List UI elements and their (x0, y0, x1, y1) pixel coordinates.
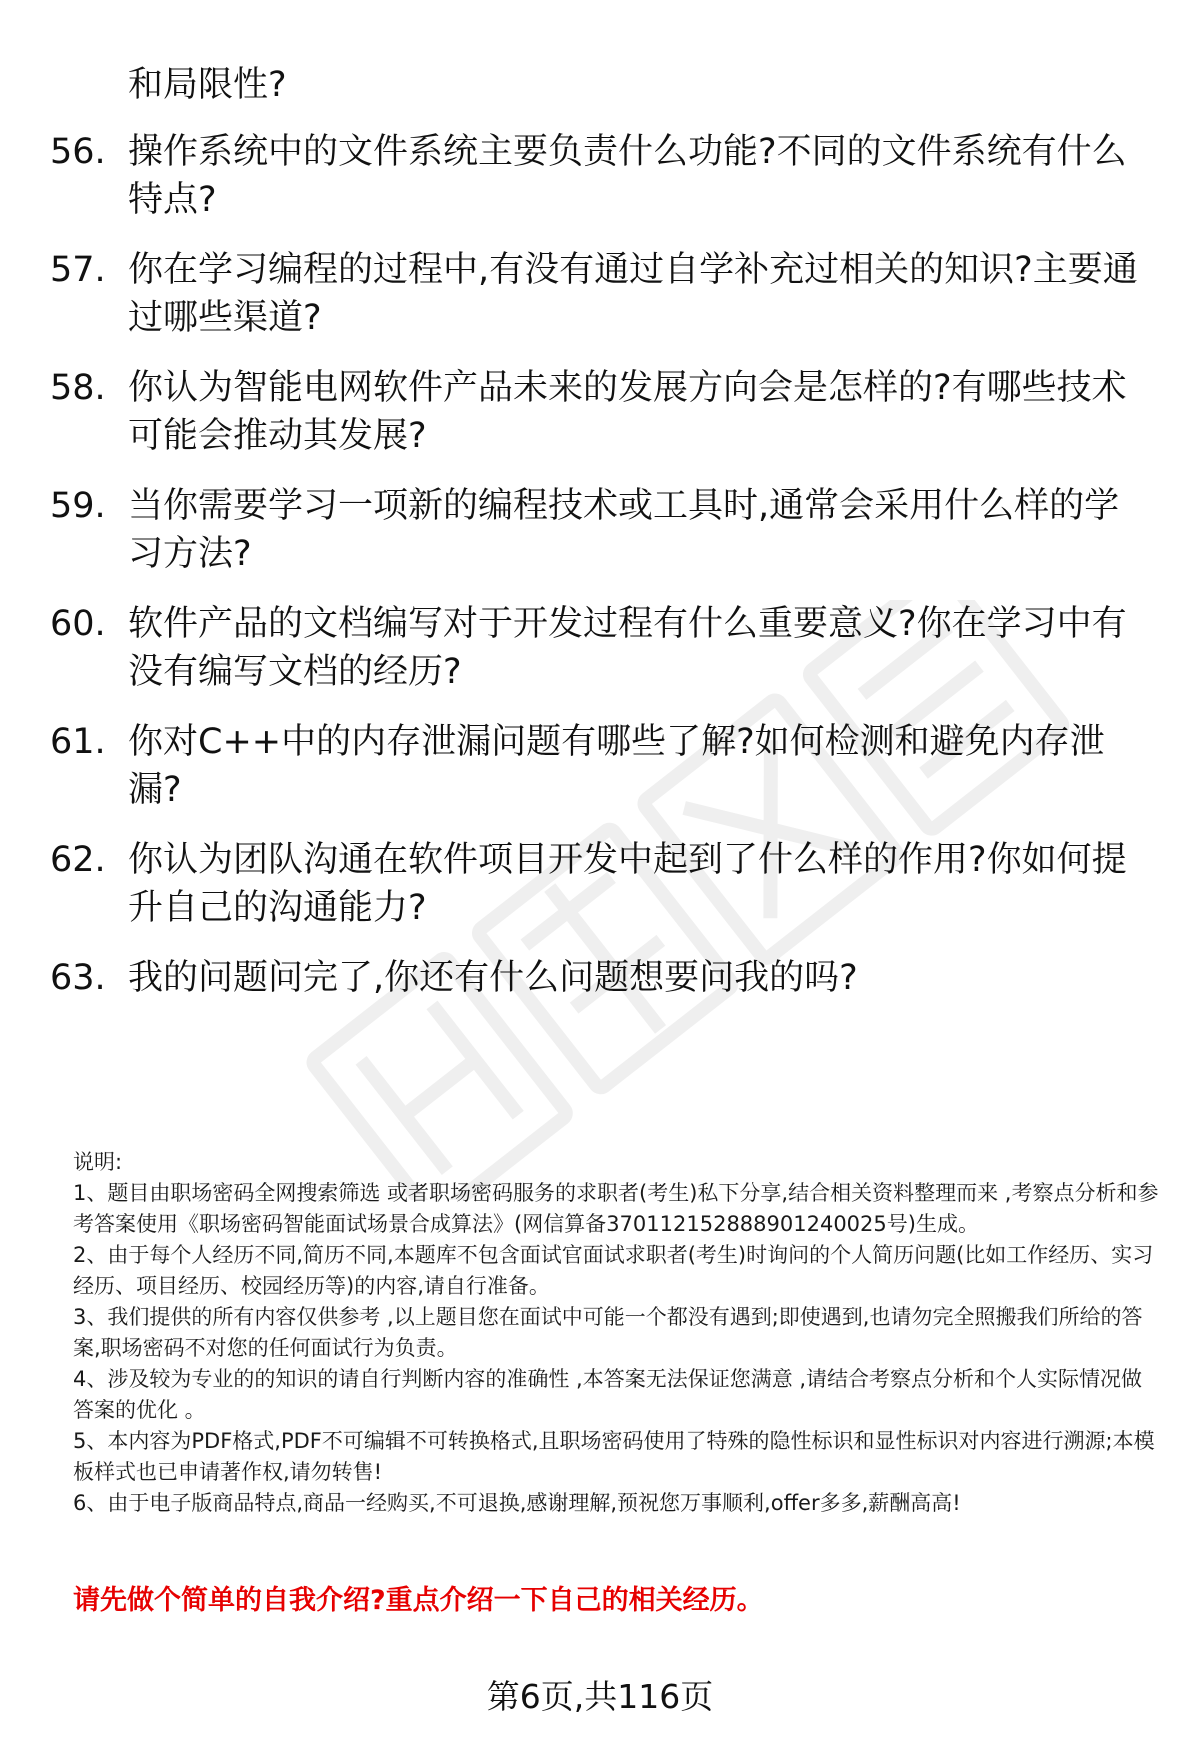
question-number: 61. (50, 722, 106, 762)
question-number: 57. (50, 250, 106, 290)
question-number: 59. (50, 486, 106, 526)
note-item: 5、本内容为PDF格式,PDF不可编辑不可转换格式,且职场密码使用了特殊的隐性标识和显性标识对内容进行溯源;本模板样式也已申请著作权,请勿转售! (73, 1429, 1155, 1484)
question-number: 60. (50, 604, 106, 644)
page-number: 第6页,共116页 (486, 1677, 714, 1716)
question-text: 你对C++中的内存泄漏问题有哪些了解?如何检测和避免内存泄漏? (128, 722, 1105, 810)
note-item: 2、由于每个人经历不同,简历不同,本题库不包含面试官面试求职者(考生)时询问的个人简历问题(比如工作经历、实习经历、项目经历、校园经历等)的内容,请自行准备。 (73, 1243, 1154, 1298)
question-number: 56. (50, 132, 106, 172)
note-item: 1、题目由职场密码全网搜索筛选 或者职场密码服务的求职者(考生)私下分享,结合相关资料整理而来 ,考察点分析和参考答案使用《职场密码智能面试场景合成算法》(网信算备370112152888901240025号)生成。 (73, 1181, 1159, 1236)
question-text: 我的问题问完了,你还有什么问题想要问我的吗? (128, 958, 858, 998)
question-text: 操作系统中的文件系统主要负责什么功能?不同的文件系统有什么特点? (128, 132, 1127, 220)
question-text: 软件产品的文档编写对于开发过程有什么重要意义?你在学习中有没有编写文档的经历? (128, 604, 1127, 692)
note-item: 4、涉及较为专业的的知识的请自行判断内容的准确性 ,本答案无法保证您满意 ,请结合考察点分析和个人实际情况做答案的优化 。 (73, 1367, 1143, 1422)
question-text: 你认为智能电网软件产品未来的发展方向会是怎样的?有哪些技术可能会推动其发展? (128, 368, 1127, 456)
question-text: 你认为团队沟通在软件项目开发中起到了什么样的作用?你如何提升自己的沟通能力? (128, 840, 1127, 928)
question-number: 62. (50, 840, 106, 880)
note-item: 3、我们提供的所有内容仅供参考 ,以上题目您在面试中可能一个都没有遇到;即使遇到,也请勿完全照搬我们所给的答案,职场密码不对您的任何面试行为负责。 (73, 1305, 1143, 1360)
note-item: 6、由于电子版商品特点,商品一经购买,不可退换,感谢理解,预祝您万事顺利,offer多多,薪酬高高! (73, 1491, 961, 1515)
notes-section (73, 1147, 1163, 1519)
highlighted-question: 请先做个简单的自我介绍?重点介绍一下自己的相关经历。 (73, 1585, 764, 1616)
question-number: 58. (50, 368, 106, 408)
question-text: 当你需要学习一项新的编程技术或工具时,通常会采用什么样的学习方法? (128, 486, 1120, 574)
notes-heading: 说明: (73, 1150, 123, 1174)
question-text: 你在学习编程的过程中,有没有通过自学补充过相关的知识?主要通过哪些渠道? (128, 250, 1138, 338)
continued-question-text: 和局限性? (128, 65, 287, 105)
question-number: 63. (50, 958, 106, 998)
